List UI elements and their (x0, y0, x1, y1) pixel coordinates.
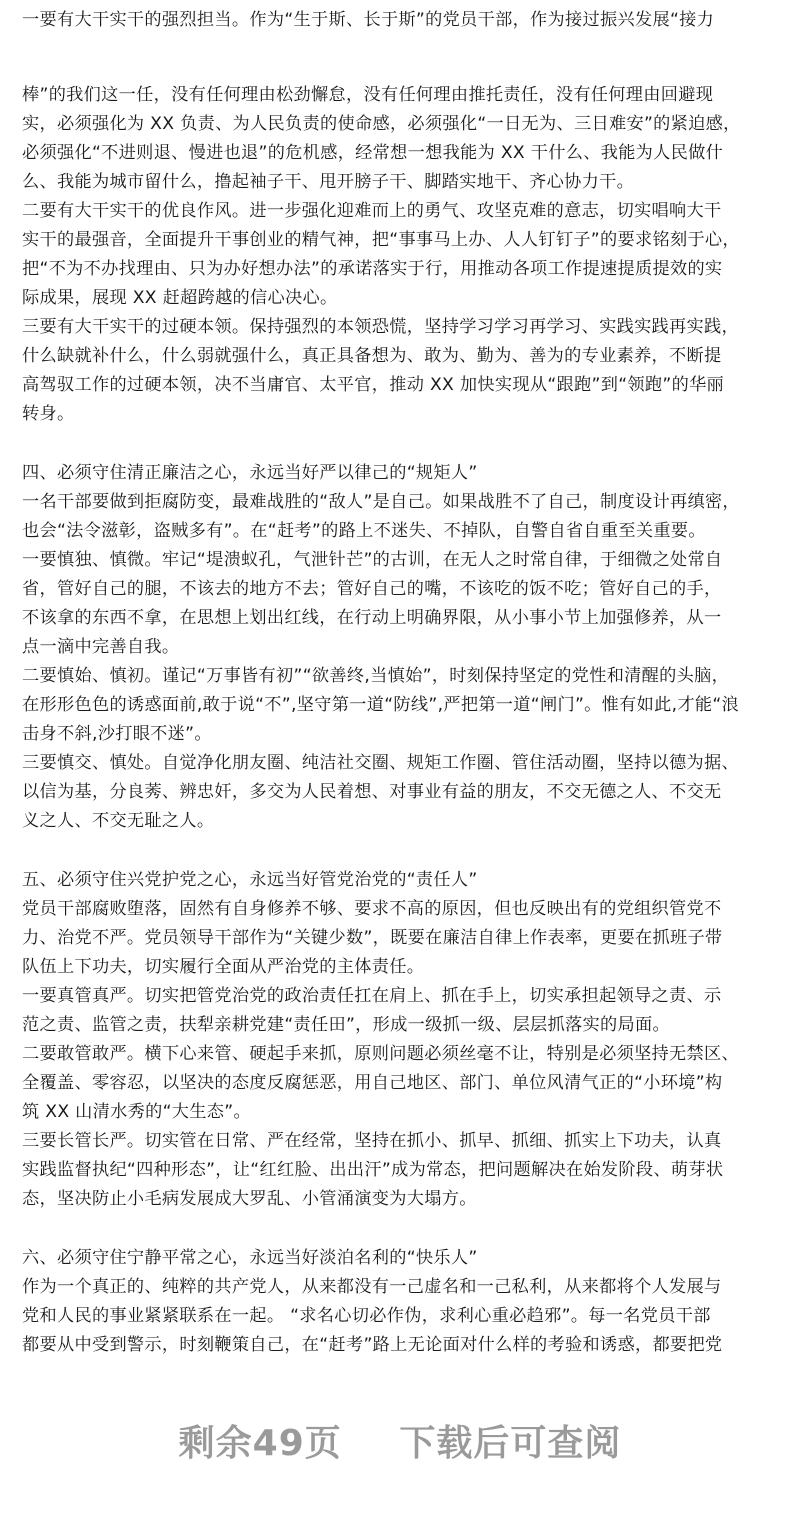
download-to-view-label: 下载后可查阅 (399, 1423, 622, 1464)
text-line: 党员干部腐败堕落，固然有自身修养不够、要求不高的原因，但也反映出有的党组织管党不 (22, 899, 722, 919)
text-line: 二要慎始、慎初。谨记“万事皆有初”“欲善终,当慎始”，时刻保持坚定的党性和清醒的头脑， (22, 666, 730, 686)
text-line: 省，管好自己的腿，不该去的地方不去；管好自己的嘴，不该吃的饭不吃；管好自己的手， (22, 579, 722, 599)
text-line: 三要长管长严。切实管在日常、严在经常，坚持在抓小、抓早、抓细、抓实上下功夫，认真 (22, 1131, 722, 1151)
page-gap (22, 35, 782, 81)
text-line: 一名干部要做到拒腐防变，最难战胜的“敌人”是自己。如果战胜不了自己，制度设计再缜密， (22, 492, 740, 512)
text-line: 棒”的我们这一任，没有任何理由松劲懈怠，没有任何理由推托责任，没有任何理由回避现 (22, 85, 714, 105)
download-prompt-banner[interactable] (0, 1415, 800, 1466)
text-line: 实践监督执纪“四种形态”，让“红红脸、出出汗”成为常态，把问题解决在始发阶段、萌芽状 (22, 1160, 724, 1180)
text-line: 实干的最强音，全面提升干事创业的精气神，把“事事马上办、人人钉钉子”的要求铭刻于心， (22, 230, 740, 250)
text-line: 五、必须守住兴党护党之心，永远当好管党治党的“责任人” (22, 870, 478, 890)
text-line: 击身不斜,沙打眼不迷”。 (22, 724, 212, 744)
text-line: 全覆盖、零容忍，以坚决的态度反腐惩恶，用自己地区、部门、单位风清气正的“小环境”构 (22, 1073, 723, 1093)
text-line: 四、必须守住清正廉洁之心，永远当好严以律己的“规矩人” (22, 463, 478, 483)
text-line: 么、我能为城市留什么，撸起袖子干、甩开膀子干、脚踏实地干、齐心协力干。 (22, 172, 635, 192)
text-line: 转身。 (22, 404, 75, 424)
text-line: 队伍上下功夫，切实履行全面从严治党的主体责任。 (22, 957, 425, 977)
text-line: 不该拿的东西不拿，在思想上划出红线，在行动上明确界限，从小事小节上加强修养，从一 (22, 608, 722, 628)
paragraph-block-2 (22, 81, 782, 429)
section-four (22, 459, 782, 836)
text-line: 作为一个真正的、纯粹的共产党人，从来都没有一己虚名和一己私利，从来都将个人发展与 (22, 1277, 722, 1297)
text-line: 三要有大干实干的过硬本领。保持强烈的本领恐慌，坚持学习学习再学习、实践实践再实践， (22, 317, 739, 337)
text-line: 高驾驭工作的过硬本领，决不当庸官、太平官，推动 XX 加快实现从“跟跑”到“领跑”的华丽 (22, 375, 725, 395)
text-line: 什么缺就补什么，什么弱就强什么，真正具备想为、敢为、勤为、善为的专业素养，不断提 (22, 346, 722, 366)
text-line: 义之人、不交无耻之人。 (22, 811, 215, 831)
text-line: 筑 XX 山清水秀的“大生态”。 (22, 1102, 251, 1122)
section-six (22, 1244, 782, 1360)
section-gap (22, 429, 782, 459)
text-line: 际成果，展现 XX 赶超跨越的信心决心。 (22, 288, 338, 308)
remaining-pages-label: 剩余49页 (178, 1423, 342, 1464)
text-line: 实，必须强化为 XX 负责、为人民负责的使命感，必须强化“一日无为、三日难安”的紧迫感， (22, 114, 741, 134)
text-line: 二要有大干实干的优良作风。进一步强化迎难而上的勇气、攻坚克难的意志，切实唱响大干 (22, 201, 722, 221)
section-five (22, 866, 782, 1214)
text-line: 六、必须守住宁静平常之心，永远当好淡泊名利的“快乐人” (22, 1248, 478, 1268)
text-line: 态，坚决防止小毛病发展成大罗乱、小管涌演变为大塌方。 (22, 1189, 477, 1209)
text-line: 一要慎独、慎微。牢记“堤溃蚁孔，气泄针芒”的古训，在无人之时常自律，于细微之处常自 (22, 550, 723, 570)
text-line: 必须强化“不进则退、慢进也退”的危机感，经常想一想我能为 XX 干什么、我能为人民做什 (22, 143, 724, 163)
text-line: 一要有大干实干的强烈担当。作为“生于斯、长于斯”的党员干部，作为接过振兴发展“接力 (22, 10, 715, 30)
section-gap (22, 836, 782, 866)
text-line: 在形形色色的诱惑面前,敢于说“不”,坚守第一道“防线”,严把第一道“闸门”。惟有如此,才能“浪 (22, 695, 740, 715)
text-line: 三要慎交、慎处。自觉净化朋友圈、纯洁社交圈、规矩工作圈、管住活动圈，坚持以德为据、 (22, 753, 739, 773)
section-gap (22, 1214, 782, 1244)
text-line: 二要敢管敢严。横下心来管、硬起手来抓，原则问题必须丝毫不让，特别是必须坚持无禁区、 (22, 1044, 739, 1064)
text-line: 把“不为不办找理由、只为办好想办法”的承诺落实于行，用推动各项工作提速提质提效的实 (22, 259, 723, 279)
paragraph-block-1 (22, 0, 782, 35)
text-line: 也会“法令滋彰，盗贼多有”。在“赶考”的路上不迷失、不掉队，自警自省自重至关重要。 (22, 521, 706, 541)
text-line: 力、治党不严。党员领导干部作为“关键少数”，既要在廉洁自律上作表率，更要在抓班子带 (22, 928, 723, 948)
document-body (22, 0, 782, 1360)
text-line: 一要真管真严。切实把管党治党的政治责任扛在肩上、抓在手上，切实承担起领导之责、示 (22, 986, 722, 1006)
text-line: 党和人民的事业紧紧联系在一起。 “求名心切必作伪，求利心重必趋邪”。每一名党员干部 (22, 1306, 711, 1326)
text-line: 范之责、监管之责，扶犁亲耕党建“责任田”，形成一级抓一级、层层抓落实的局面。 (22, 1015, 670, 1035)
text-line: 点一滴中完善自我。 (22, 637, 180, 657)
text-line: 都要从中受到警示，时刻鞭策自己，在“赶考”路上无论面对什么样的考验和诱惑，都要把党 (22, 1335, 723, 1355)
text-line: 以信为基，分良莠、辨忠奸，多交为人民着想、对事业有益的朋友，不交无德之人、不交无 (22, 782, 722, 802)
